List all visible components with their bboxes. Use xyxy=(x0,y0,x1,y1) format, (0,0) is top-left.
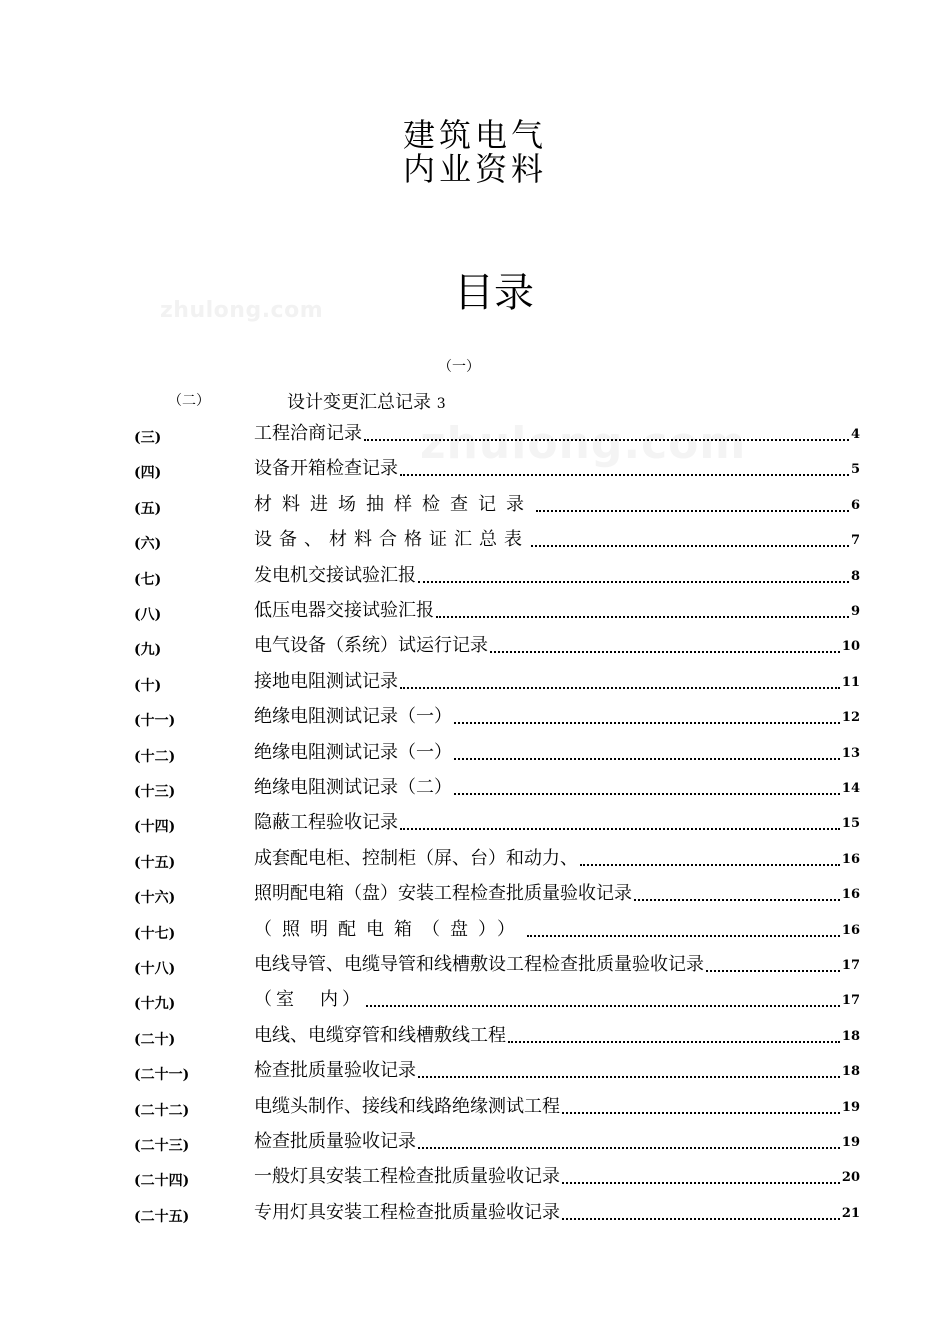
toc-item-line xyxy=(254,562,860,588)
toc-item-number: (七) xyxy=(134,571,162,588)
toc-item-page: 11 xyxy=(841,674,860,690)
toc-item-number: (十二) xyxy=(134,748,176,765)
toc-item-line xyxy=(254,632,860,658)
toc-item-number: (八) xyxy=(134,607,162,623)
toc-item-page: 3 xyxy=(436,396,446,412)
toc-item-page: 18 xyxy=(841,1028,860,1044)
toc-item[interactable] xyxy=(0,951,950,981)
toc-item-page: 21 xyxy=(841,1205,860,1221)
toc-item[interactable] xyxy=(0,526,950,556)
toc-item-label: 电线导管、电缆导管和线槽敷设工程检查批质量验收记录 xyxy=(254,954,704,975)
toc-item-page: 6 xyxy=(850,497,860,513)
toc-item-line xyxy=(254,951,860,977)
toc-item[interactable] xyxy=(0,739,950,769)
toc-number-first: （一） xyxy=(438,359,480,375)
dot-leader xyxy=(418,1147,840,1149)
toc-item[interactable] xyxy=(0,1163,950,1193)
toc-item-page: 17 xyxy=(841,993,860,1009)
toc-item-line xyxy=(254,420,860,446)
toc-item-number: (十七) xyxy=(134,925,176,942)
toc-item-label: 设备、材料合格证汇总表 xyxy=(254,529,529,551)
toc-item-label: 电线、电缆穿管和线槽敷线工程 xyxy=(254,1024,506,1046)
toc-item[interactable] xyxy=(0,420,950,450)
dot-leader xyxy=(400,474,849,476)
dot-leader xyxy=(562,1112,840,1114)
toc-item-label: 电气设备（系统）试运行记录 xyxy=(254,635,488,657)
toc-item-label: 检查批质量验收记录 xyxy=(254,1060,416,1082)
dot-leader xyxy=(454,758,840,760)
toc-item-page: 16 xyxy=(841,922,860,938)
toc-item-line xyxy=(254,526,860,552)
toc-item-label: 绝缘电阻测试记录（二） xyxy=(254,777,452,798)
toc-item-line xyxy=(254,845,860,871)
toc-item-label: 设计变更汇总记录 xyxy=(287,392,431,413)
toc-item-page: 19 xyxy=(841,1135,860,1150)
toc-item-label: （室 内） xyxy=(254,989,364,1011)
toc-item[interactable] xyxy=(0,668,950,698)
watermark-large: zhulong.com xyxy=(420,418,747,469)
toc-item-line xyxy=(254,809,860,835)
toc-item-label: 接地电阻测试记录 xyxy=(254,670,398,692)
dot-leader xyxy=(436,616,849,618)
toc-item-number: (三) xyxy=(134,430,162,446)
dot-leader xyxy=(527,935,840,937)
toc-item-page: 7 xyxy=(850,533,860,549)
toc-item-two[interactable] xyxy=(0,388,950,413)
toc-item-line xyxy=(254,1128,860,1154)
dot-leader xyxy=(454,793,840,795)
toc-item-page: 10 xyxy=(841,639,860,655)
toc-item-page: 16 xyxy=(841,851,860,867)
toc-item-line xyxy=(254,491,860,517)
toc-item-page: 12 xyxy=(841,710,860,726)
dot-leader xyxy=(490,651,840,653)
toc-item-label: 一般灯具安装工程检查批质量验收记录 xyxy=(254,1166,560,1188)
toc-item-line xyxy=(254,1093,860,1119)
toc-item-number: (二十五) xyxy=(134,1208,190,1225)
toc-item-label: 设备开箱检查记录 xyxy=(254,458,398,480)
dot-leader xyxy=(418,1076,840,1078)
dot-leader xyxy=(562,1218,840,1220)
toc-item-number: (十九) xyxy=(134,996,176,1013)
toc-item-page: 8 xyxy=(850,568,860,584)
toc-item-label: 专用灯具安装工程检查批质量验收记录 xyxy=(254,1201,560,1223)
toc-item-page: 9 xyxy=(850,604,860,619)
toc-item-line xyxy=(254,1022,860,1048)
toc-item-line xyxy=(254,986,860,1012)
toc-item-page: 19 xyxy=(841,1099,860,1115)
toc-item-number: (二十) xyxy=(134,1031,176,1048)
toc-item-label: （照明配电箱（盘）） xyxy=(254,918,525,940)
toc-item-page: 15 xyxy=(841,816,860,832)
toc-item-number: (十五) xyxy=(134,854,176,871)
document-title-line2: 内业资料 xyxy=(402,150,547,188)
toc-item[interactable] xyxy=(0,597,950,627)
dot-leader xyxy=(580,864,840,866)
toc-item-label: 照明配电箱（盘）安装工程检查批质量验收记录 xyxy=(254,883,632,905)
toc-item-page: 20 xyxy=(841,1170,860,1186)
watermark: zhulong.com xyxy=(160,298,324,323)
toc-item-line xyxy=(254,597,860,623)
dot-leader xyxy=(536,510,849,512)
toc-item-number: (二十二) xyxy=(134,1102,190,1119)
toc-item-text xyxy=(287,388,446,414)
toc-item[interactable] xyxy=(0,703,950,733)
dot-leader xyxy=(364,439,849,441)
toc-item-label: 低压电器交接试验汇报 xyxy=(254,600,434,621)
toc-item-label: 发电机交接试验汇报 xyxy=(254,564,416,586)
dot-leader xyxy=(418,581,849,583)
toc-item[interactable] xyxy=(0,880,950,910)
toc-item-number: (十六) xyxy=(134,890,176,907)
toc-item[interactable] xyxy=(0,774,950,804)
toc-item[interactable] xyxy=(0,845,950,875)
toc-item[interactable] xyxy=(0,916,950,946)
dot-leader xyxy=(531,545,849,547)
toc-item-number: (九) xyxy=(134,642,162,659)
toc-item-number: (二十三) xyxy=(134,1138,190,1154)
toc-item-number: (二十一) xyxy=(134,1067,190,1084)
toc-item-line xyxy=(254,739,860,765)
toc-item[interactable] xyxy=(0,1057,950,1087)
toc-item[interactable] xyxy=(0,986,950,1016)
toc-item[interactable] xyxy=(0,455,950,485)
toc-item-page: 18 xyxy=(841,1064,860,1080)
toc-item[interactable] xyxy=(0,632,950,662)
toc-item[interactable] xyxy=(0,1093,950,1123)
toc-item-label: 绝缘电阻测试记录（一） xyxy=(254,741,452,763)
toc-item-page: 4 xyxy=(850,427,860,442)
toc-item[interactable] xyxy=(0,1022,950,1052)
document-title-line1: 建筑电气 xyxy=(402,116,547,154)
toc-item-line xyxy=(254,880,860,906)
toc-item-line xyxy=(254,455,860,481)
toc-item-number: (二十四) xyxy=(134,1173,190,1190)
toc-item[interactable] xyxy=(0,562,950,592)
toc-item-line xyxy=(254,1163,860,1189)
toc-item-label: 工程洽商记录 xyxy=(254,423,362,444)
toc-item-line xyxy=(254,1057,860,1083)
toc-item-number: (六) xyxy=(134,536,162,553)
toc-heading: 目录 xyxy=(454,270,534,316)
toc-item-line xyxy=(254,703,860,729)
toc-item-number: （二） xyxy=(168,393,210,409)
toc-item-label: 绝缘电阻测试记录（一） xyxy=(254,706,452,728)
dot-leader xyxy=(562,1182,840,1184)
toc-item-page: 13 xyxy=(841,745,860,761)
toc-item-number: (十) xyxy=(134,677,162,694)
toc-item[interactable] xyxy=(0,1128,950,1158)
dot-leader xyxy=(706,970,840,972)
toc-item-number: (十八) xyxy=(134,961,176,977)
toc-item-page: 16 xyxy=(841,887,860,903)
toc-item-label: 检查批质量验收记录 xyxy=(254,1131,416,1152)
toc-item-page: 17 xyxy=(841,958,860,973)
toc-item-number: (十四) xyxy=(134,819,176,836)
dot-leader xyxy=(366,1005,840,1007)
toc-item-number: (十三) xyxy=(134,784,176,800)
toc-item-line xyxy=(254,1199,860,1225)
dot-leader xyxy=(454,722,840,724)
toc-item-label: 材料进场抽样检查记录 xyxy=(254,493,534,515)
toc-item[interactable] xyxy=(0,809,950,839)
toc-item-label: 隐蔽工程验收记录 xyxy=(254,812,398,834)
toc-item-page: 5 xyxy=(850,462,860,478)
dot-leader xyxy=(400,828,840,830)
toc-item-line xyxy=(254,916,860,942)
toc-item[interactable] xyxy=(0,1199,950,1229)
toc-item-page: 14 xyxy=(841,781,860,796)
toc-item-label: 电缆头制作、接线和线路绝缘测试工程 xyxy=(254,1095,560,1117)
toc-item-label: 成套配电柜、控制柜（屏、台）和动力、 xyxy=(254,847,578,869)
toc-item-line xyxy=(254,774,860,800)
dot-leader xyxy=(400,687,840,689)
toc-item-number: (十一) xyxy=(134,713,176,730)
dot-leader xyxy=(634,899,840,901)
toc-item-number: (五) xyxy=(134,500,162,517)
toc-item-number: (四) xyxy=(134,465,162,482)
toc-item-line xyxy=(254,668,860,694)
dot-leader xyxy=(508,1041,840,1043)
toc-item[interactable] xyxy=(0,491,950,521)
